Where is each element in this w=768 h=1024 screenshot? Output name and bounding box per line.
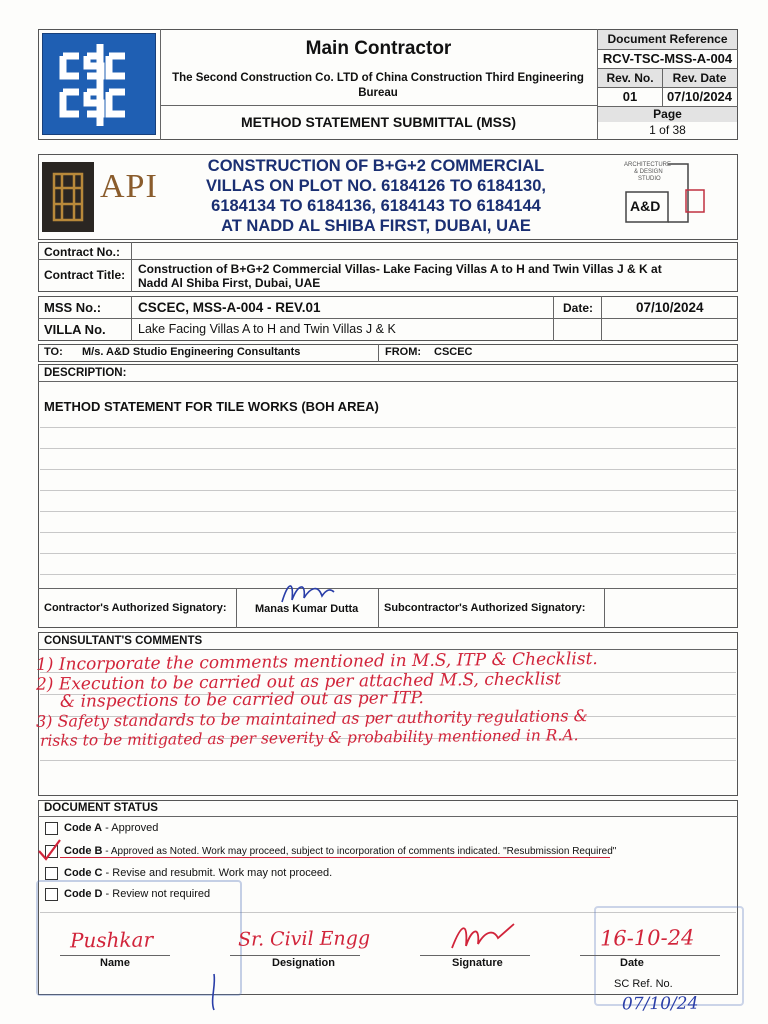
rev-no-value: 01 [622,89,638,104]
description-text: METHOD STATEMENT FOR TILE WORKS (BOH AREA) [44,399,379,414]
code-c-desc: - Revise and resubmit. Work may not proceed. [102,867,333,879]
project-title-line-4: AT NADD AL SHIBA FIRST, DUBAI, UAE [221,217,531,235]
mss-date-label: Date: [563,301,594,315]
mss-no-label: MSS No.: [44,300,102,315]
code-b-underline [60,857,610,858]
sc-ref-label: SC Ref. No. [614,978,673,990]
contractor-signatory-name: Manas Kumar Dutta [255,603,359,615]
company-name: The Second Construction Co. LTD of China Construction Third Engineering Bureau [172,72,584,99]
code-a-checkbox[interactable] [45,822,58,835]
subcontractor-signatory-label: Subcontractor's Authorized Signatory: [384,602,586,614]
ad-logo-text: A&D [630,198,661,214]
cscec-logo-icon [43,34,157,136]
code-b-code: Code B [64,845,103,857]
rev-date-label: Rev. Date [672,71,727,85]
page-number: 1 of 38 [649,123,686,137]
comment-line-1: 1) Incorporate the comments mentioned in M.S, ITP & Checklist. [35,649,598,675]
code-c-checkbox[interactable] [45,867,58,880]
project-title-line-1: CONSTRUCTION OF B+G+2 COMMERCIAL [207,157,545,175]
api-logo-mark [42,162,94,232]
api-emblem-icon [42,162,94,232]
mss-no-value: CSCEC, MSS-A-004 - REV.01 [138,300,321,315]
checkmark-icon [36,838,62,862]
comment-line-2: 2) Execution to be carried out as per attached M.S, checklist [35,669,562,695]
submittal-title: METHOD STATEMENT SUBMITTAL (MSS) [240,114,517,130]
code-b-row [64,845,616,857]
contract-title-line-1: Construction of B+G+2 Commercial Villas- Lake Facing Villas A to H and Twin Villas J & K at [138,262,662,276]
comment-line-5: risks to be mitigated as per severity & probability mentioned in R.A. [39,726,579,750]
contract-title-line-2: Nadd Al Shiba First, Dubai, UAE [138,276,321,290]
api-logo-text: API [100,168,158,205]
code-b-desc: - Approved as Noted. Work may proceed, subject to incorporation of comments indicated. "Resubmission Required" [102,846,617,857]
contract-title-label: Contract Title: [44,268,126,282]
sc-ref-handwritten: 07/10/24 [621,993,699,1015]
doc-ref-value: RCV-TSC-MSS-A-004 [602,51,733,66]
code-a-code: Code A [64,822,103,834]
code-d-desc: - Review not required [102,888,211,900]
villa-no-value: Lake Facing Villas A to H and Twin Villas J & K [138,322,396,336]
initial-mark [204,972,224,1012]
consultant-name-handwritten: Pushkar [69,927,154,953]
rev-no-label: Rev. No. [606,71,654,85]
comment-line-3: & inspections to be carried out as per ITP. [59,688,424,712]
date-label: Date [620,957,644,969]
page-label: Page [653,107,682,121]
cscec-logo [42,33,156,135]
project-title-line-3: 6184134 TO 6184136, 6184143 TO 6184144 [211,197,541,215]
doc-ref-label: Document Reference [607,32,728,46]
main-title: Main Contractor [305,38,452,59]
mss-date-value: 07/10/2024 [636,300,704,315]
code-c-code: Code C [64,867,103,879]
consultant-signature [448,918,518,954]
code-d-code: Code D [64,888,103,900]
villa-no-label: VILLA No. [44,322,106,337]
consultant-designation-handwritten: Sr. Civil Engg [237,927,371,951]
designation-label: Designation [272,957,335,969]
svg-text:& DESIGN: & DESIGN [634,169,663,175]
from-label: FROM: [385,346,422,358]
to-label: TO: [44,346,63,358]
description-label: DESCRIPTION: [44,367,127,379]
code-c-row [64,867,332,879]
comment-line-4: 3) Safety standards to be maintained as per authority regulations & [35,706,588,731]
ad-studio-logo [620,158,712,234]
rev-date-value: 07/10/2024 [666,89,733,104]
api-logo [42,158,160,236]
comments-label: CONSULTANT'S COMMENTS [44,635,203,647]
contract-no-label: Contract No.: [44,245,120,259]
to-value: M/s. A&D Studio Engineering Consultants [82,346,301,358]
contractor-signature [278,578,338,608]
review-date-handwritten: 16-10-24 [599,925,695,951]
signature-label: Signature [452,957,503,969]
svg-text:STUDIO: STUDIO [638,176,661,182]
contractor-signatory-label: Contractor's Authorized Signatory: [44,602,227,614]
code-a-desc: - Approved [102,822,159,834]
name-label: Name [100,957,130,969]
project-title-line-2: VILLAS ON PLOT NO. 6184126 TO 6184130, [206,177,546,195]
status-label: DOCUMENT STATUS [44,802,158,814]
received-stamp-right [594,906,744,1006]
from-value: CSCEC [434,346,473,358]
ad-studio-logo-icon [620,158,712,234]
code-a-row [64,822,158,834]
svg-text:ARCHITECTURE: ARCHITECTURE [624,162,672,168]
